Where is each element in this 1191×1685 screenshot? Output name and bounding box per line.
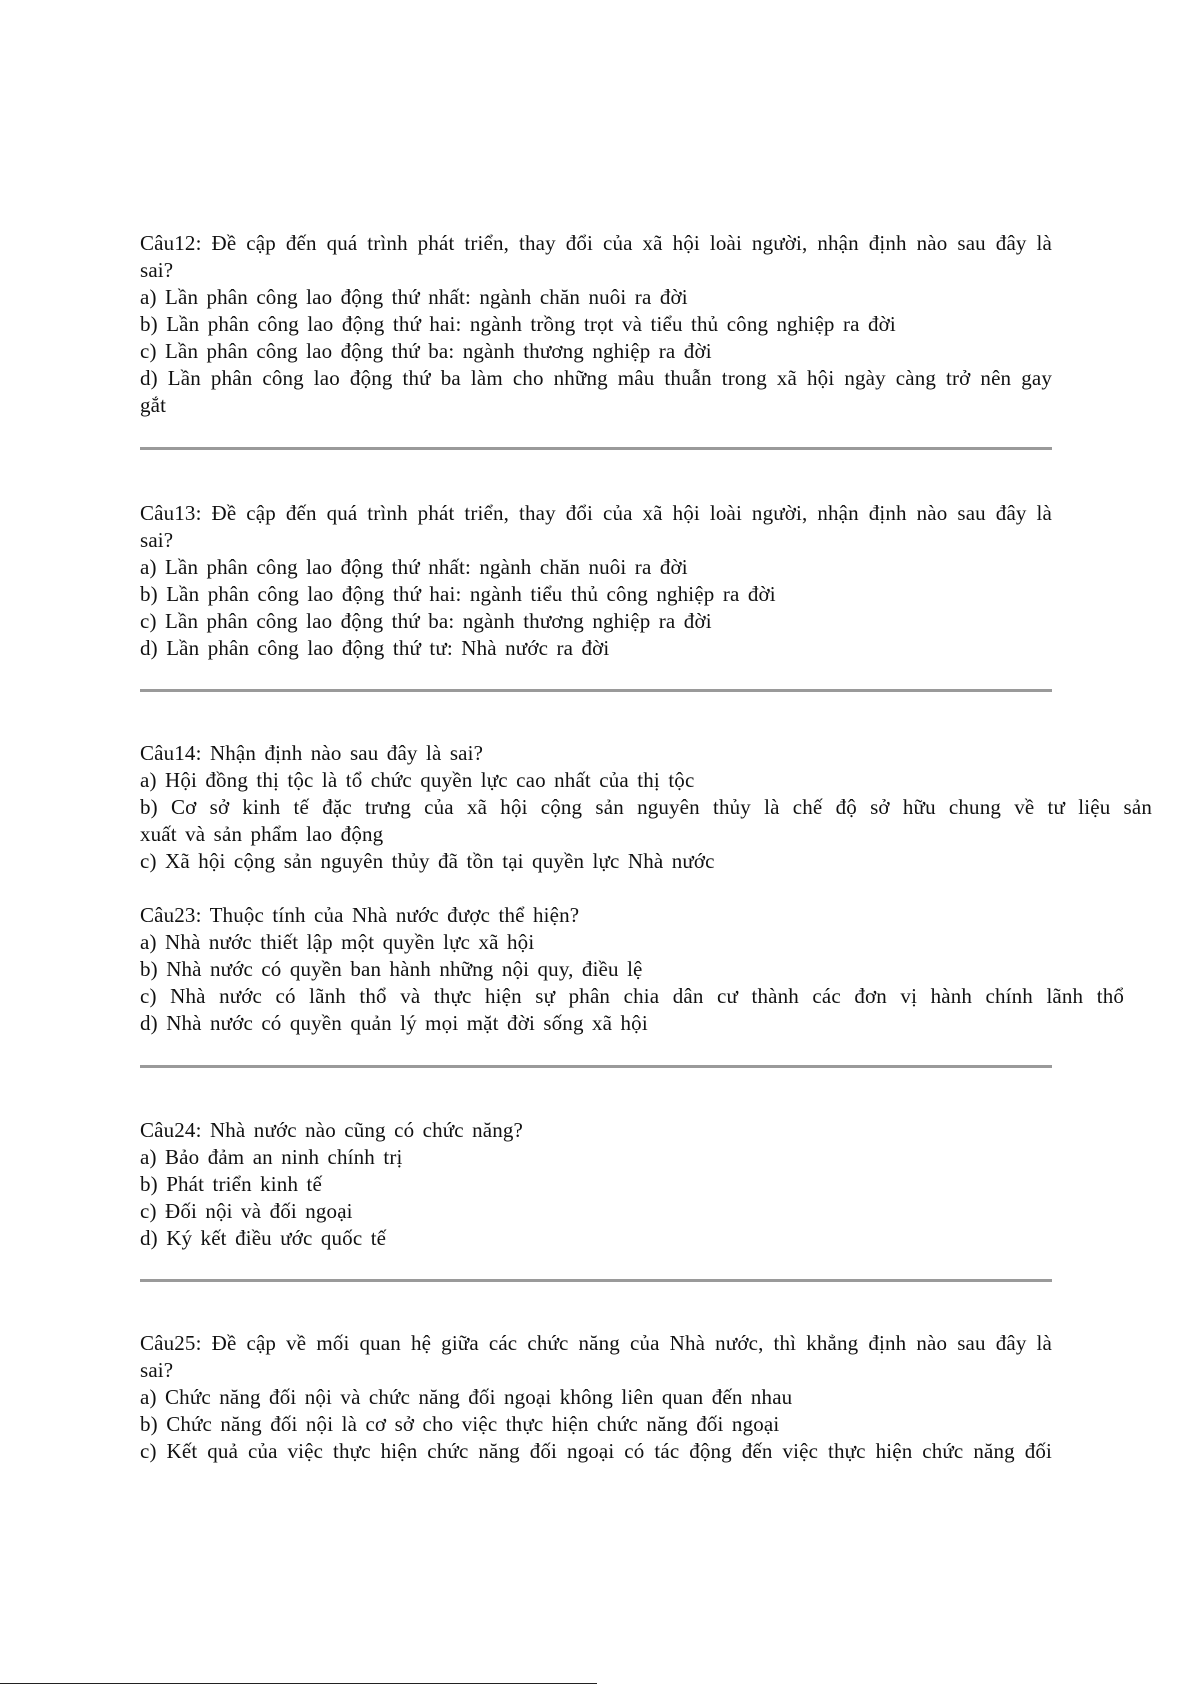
option-c: c) Lần phân công lao động thứ ba: ngành thương nghiệp ra đời (140, 339, 712, 363)
question-title: Câu23: Thuộc tính của Nhà nước được thể hiện? (140, 903, 580, 927)
question-23 (140, 902, 1152, 1037)
question-title: Câu25: Đề cập về mối quan hệ giữa các chức năng của Nhà nước, thì khẳng định nào sau đây là (140, 1331, 1052, 1355)
divider (140, 447, 1052, 450)
option-a: a) Lần phân công lao động thứ nhất: ngành chăn nuôi ra đời (140, 285, 688, 309)
question-title-continued: sai? (140, 1358, 174, 1382)
divider (140, 1065, 1052, 1068)
option-b: b) Lần phân công lao động thứ hai: ngành trồng trọt và tiểu thủ công nghiệp ra đời (140, 312, 896, 336)
option-c: c) Lần phân công lao động thứ ba: ngành thương nghiệp ra đời (140, 609, 712, 633)
question-24 (140, 1117, 1052, 1252)
option-b: b) Cơ sở kinh tế đặc trưng của xã hội cộng sản nguyên thủy là chế độ sở hữu chung về tư liệu sản (140, 795, 1152, 819)
question-title: Câu14: Nhận định nào sau đây là sai? (140, 741, 484, 765)
option-c: c) Đối nội và đối ngoại (140, 1199, 353, 1223)
option-b: b) Lần phân công lao động thứ hai: ngành tiểu thủ công nghiệp ra đời (140, 582, 776, 606)
question-title-continued: sai? (140, 528, 174, 552)
question-25 (140, 1330, 1052, 1465)
question-title: Câu12: Đề cập đến quá trình phát triển, thay đổi của xã hội loài người, nhận định nào sau đây là (140, 231, 1052, 255)
option-d: d) Lần phân công lao động thứ tư: Nhà nước ra đời (140, 636, 610, 660)
option-d-continued: gắt (140, 393, 167, 417)
option-a: a) Bảo đảm an ninh chính trị (140, 1145, 403, 1169)
question-title-continued: sai? (140, 258, 174, 282)
option-a: a) Chức năng đối nội và chức năng đối ngoại không liên quan đến nhau (140, 1385, 793, 1409)
question-14 (140, 740, 1152, 875)
option-d: d) Nhà nước có quyền quản lý mọi mặt đời sống xã hội (140, 1011, 648, 1035)
option-c: c) Kết quả của việc thực hiện chức năng đối ngoại có tác động đến việc thực hiện chức năng đối (140, 1439, 1052, 1463)
option-d: d) Lần phân công lao động thứ ba làm cho những mâu thuẫn trong xã hội ngày càng trở nên gay (140, 366, 1052, 390)
divider (140, 689, 1052, 692)
question-title: Câu13: Đề cập đến quá trình phát triển, thay đổi của xã hội loài người, nhận định nào sau đây là (140, 501, 1052, 525)
option-b-continued: xuất và sản phẩm lao động (140, 822, 384, 846)
option-b: b) Phát triển kinh tế (140, 1172, 322, 1196)
question-13 (140, 500, 1052, 662)
question-12 (140, 230, 1052, 419)
option-b: b) Chức năng đối nội là cơ sở cho việc thực hiện chức năng đối ngoại (140, 1412, 780, 1436)
option-d: d) Ký kết điều ước quốc tế (140, 1226, 387, 1250)
option-b: b) Nhà nước có quyền ban hành những nội quy, điều lệ (140, 957, 643, 981)
option-a: a) Lần phân công lao động thứ nhất: ngành chăn nuôi ra đời (140, 555, 688, 579)
question-title: Câu24: Nhà nước nào cũng có chức năng? (140, 1118, 524, 1142)
option-c: c) Xã hội cộng sản nguyên thủy đã tồn tại quyền lực Nhà nước (140, 849, 715, 873)
page-bottom-rule (0, 1683, 597, 1684)
option-a: a) Nhà nước thiết lập một quyền lực xã hội (140, 930, 535, 954)
option-a: a) Hội đồng thị tộc là tổ chức quyền lực cao nhất của thị tộc (140, 768, 695, 792)
divider (140, 1279, 1052, 1282)
option-c: c) Nhà nước có lãnh thổ và thực hiện sự phân chia dân cư thành các đơn vị hành chính lãnh thổ (140, 984, 1124, 1008)
